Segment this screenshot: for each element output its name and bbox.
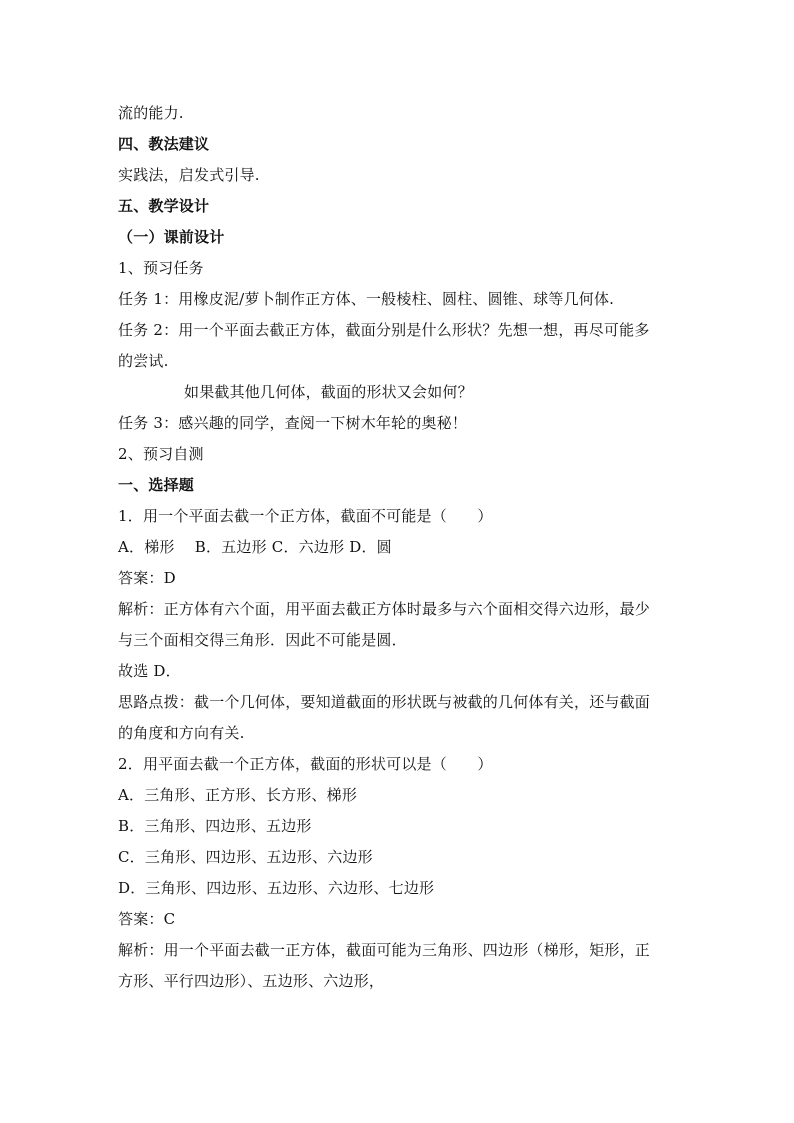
text-line: 如果截其他几何体，截面的形状又会如何？ <box>184 383 473 401</box>
analysis-text: 解析：正方体有六个面，用平面去截正方体时最多与六个面相交得六边形，最少 <box>118 600 651 618</box>
answer-text: 答案：D <box>118 569 176 587</box>
question-text: 1．用一个平面去截一个正方体，截面不可能是（ ） <box>118 507 493 525</box>
option-b-text: B．三角形、四边形、五边形 <box>118 817 312 835</box>
question-text: 2．用平面去截一个正方体，截面的形状可以是（ ） <box>118 755 493 773</box>
options-text: A．梯形 B．五边形 C．六边形 D．圆 <box>118 538 392 556</box>
analysis-text: 解析：用一个平面去截一正方体，截面可能为三角形、四边形（梯形，矩形，正 <box>118 941 651 959</box>
text-line: 任务 1：用橡皮泥/萝卜制作正方体、一般棱柱、圆柱、圆锥、球等几何体. <box>118 290 615 308</box>
text-line: 任务 2：用一个平面去截正方体，截面分别是什么形状？先想一想，再尽可能多 <box>118 321 650 339</box>
analysis-text: 方形、平行四边形）、五边形、六边形， <box>118 972 385 990</box>
text-line: 故选 D． <box>118 662 181 680</box>
hint-text: 思路点拨：截一个几何体，要知道截面的形状既与被截的几何体有关，还与截面 <box>118 693 651 711</box>
text-line: 的尝试. <box>118 352 169 370</box>
subsection-heading: （一）课前设计 <box>118 228 225 246</box>
text-line: 1、预习任务 <box>118 259 204 277</box>
document-body <box>118 98 680 997</box>
option-d-text: D．三角形、四边形、五边形、六边形、七边形 <box>118 879 435 897</box>
text-line: 2、预习自测 <box>118 445 204 463</box>
text-line: 任务 3：感兴趣的同学，查阅一下树木年轮的奥秘！ <box>118 414 468 432</box>
section-heading: 四、教法建议 <box>118 135 210 153</box>
section-heading: 一、选择题 <box>118 476 195 494</box>
text-line: 实践法，启发式引导. <box>118 166 260 184</box>
option-a-text: A．三角形、正方形、长方形、梯形 <box>118 786 358 804</box>
hint-text: 的角度和方向有关. <box>118 724 245 742</box>
text-line: 流的能力. <box>118 104 184 122</box>
section-heading: 五、教学设计 <box>118 197 210 215</box>
analysis-text: 与三个面相交得三角形．因此不可能是圆． <box>118 631 407 649</box>
answer-text: 答案：C <box>118 910 176 928</box>
option-c-text: C．三角形、四边形、五边形、六边形 <box>118 848 373 866</box>
